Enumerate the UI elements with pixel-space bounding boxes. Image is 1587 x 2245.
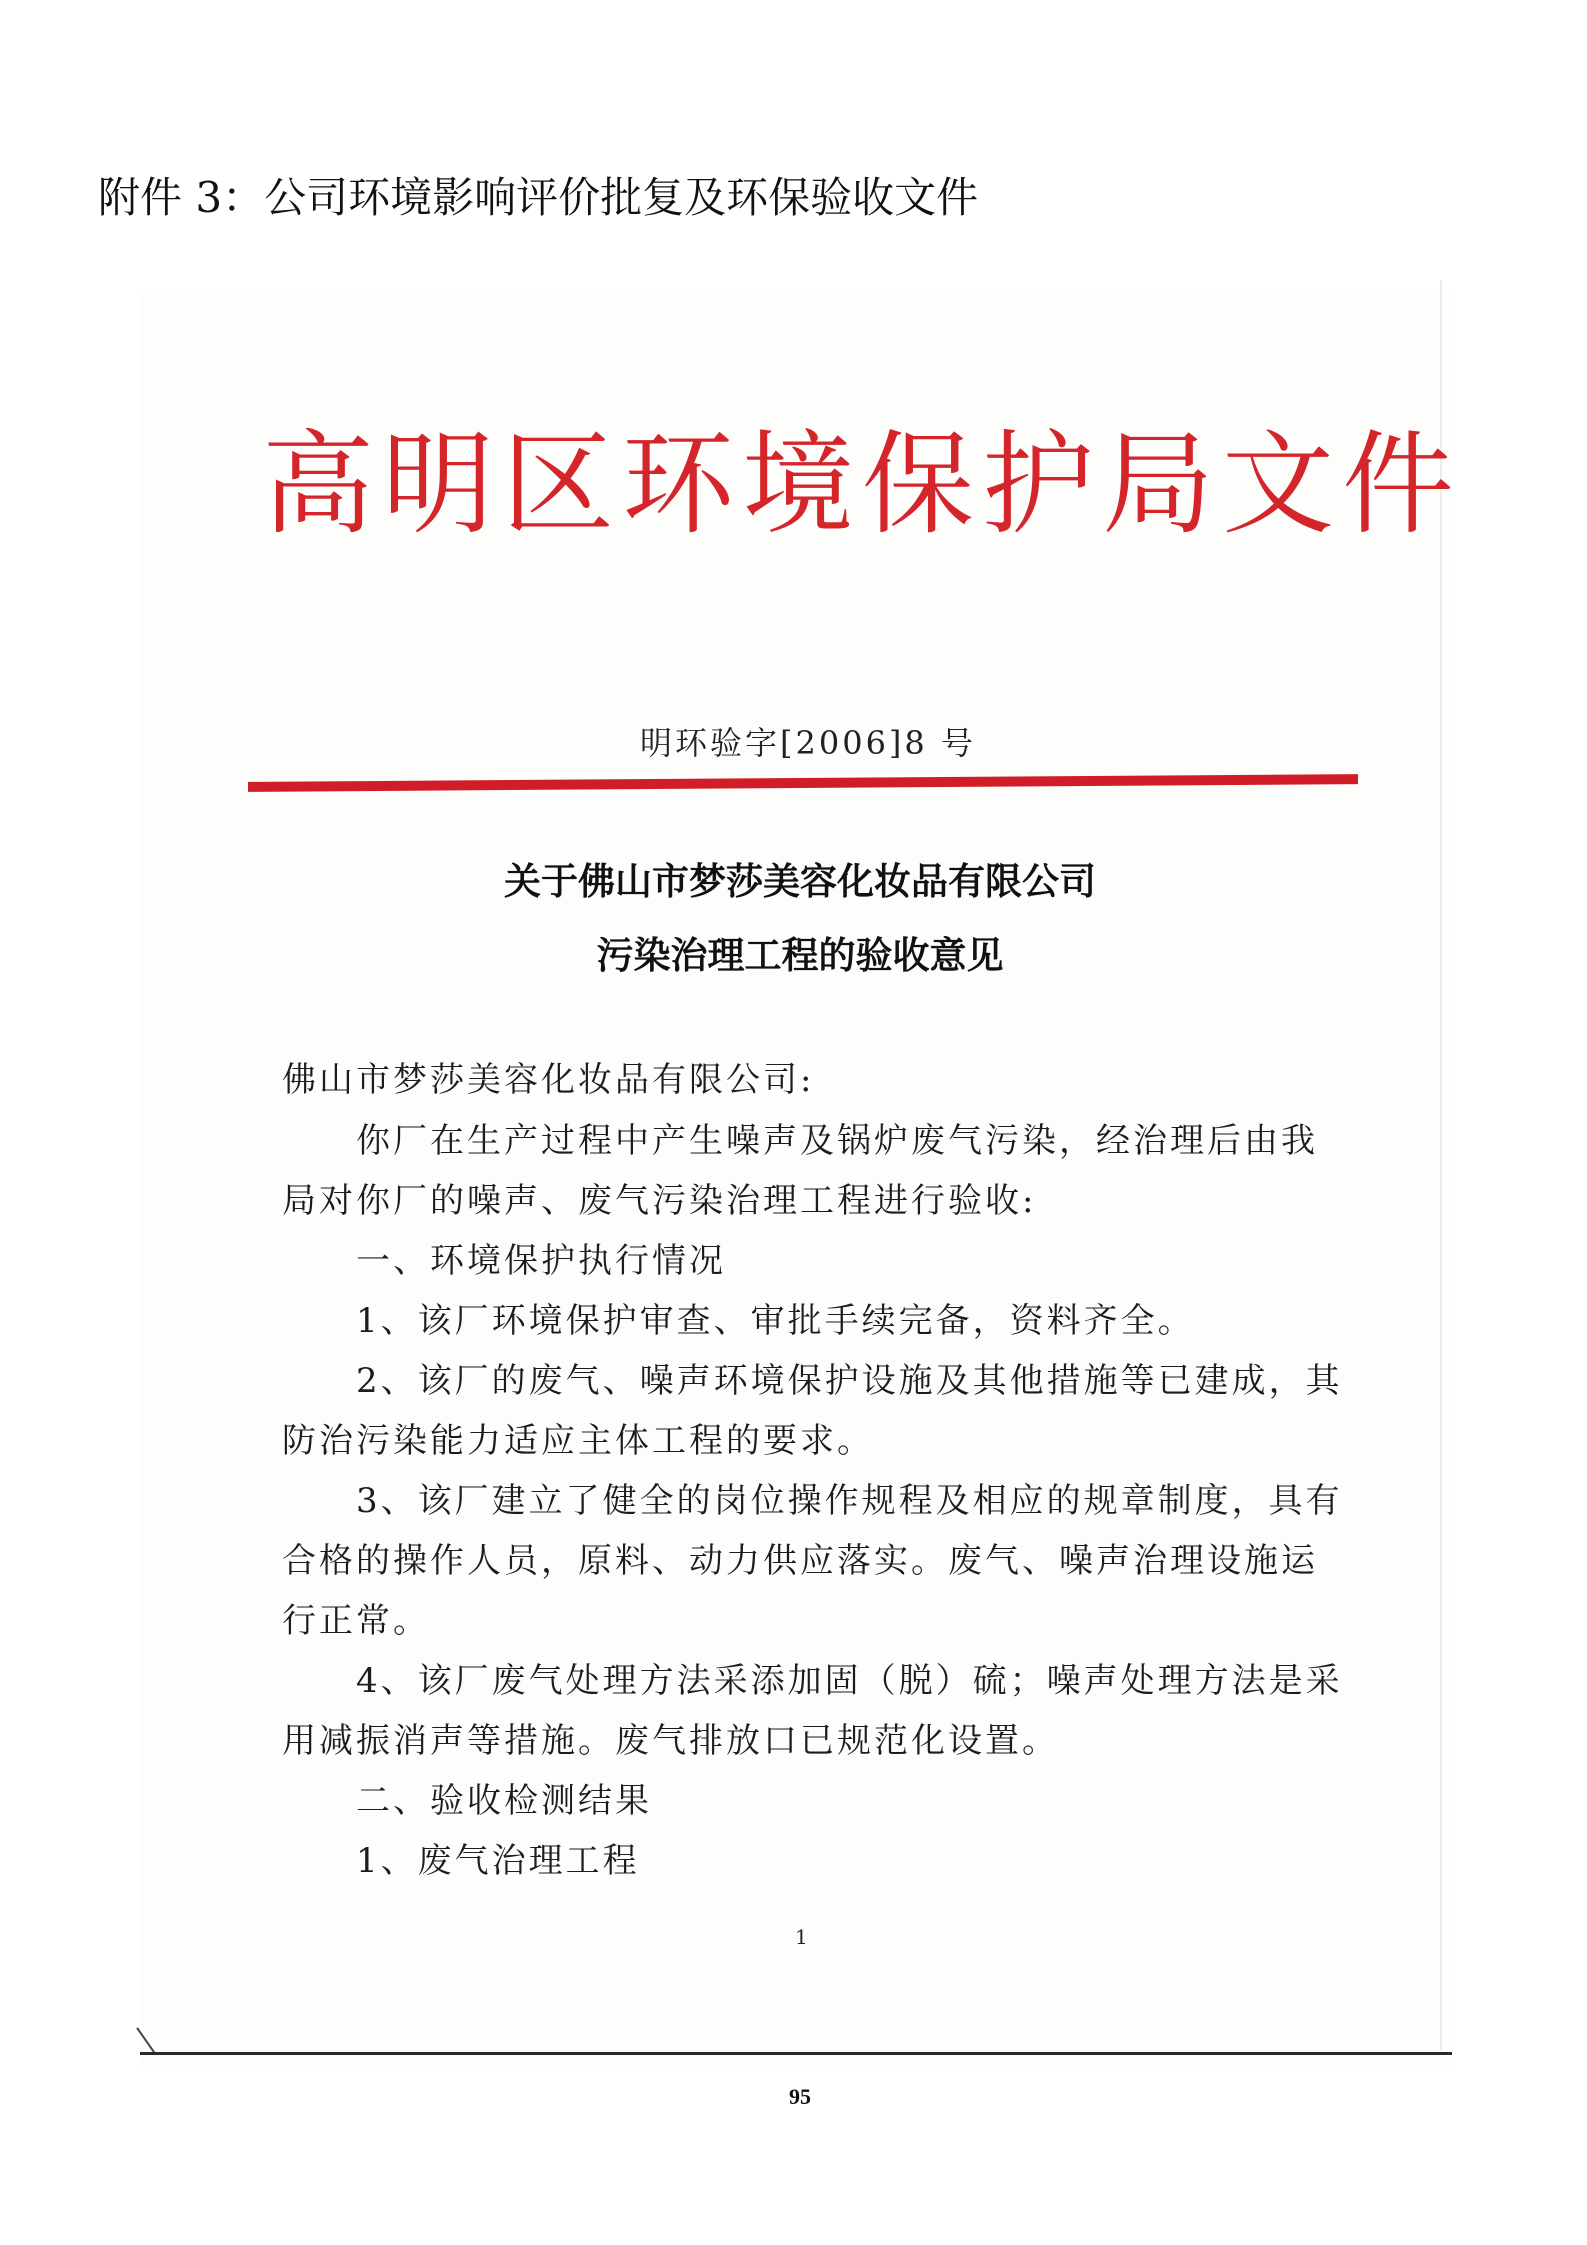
body-line: 行正常。 [282,1601,430,1641]
issuing-office-header: 高明区环境保护局文件 [262,420,1462,550]
body-line: 2、该厂的废气、噪声环境保护设施及其他措施等已建成，其 [282,1361,1343,1401]
scan-page-number: 1 [795,1925,808,1949]
body-line: 1、该厂环境保护审查、审批手续完备，资料齐全。 [282,1301,1195,1341]
body-line: 1、废气治理工程 [282,1841,640,1881]
body-line: 3、该厂建立了健全的岗位操作规程及相应的规章制度，具有 [282,1481,1343,1521]
document-number: 明环验字[2006]8 号 [640,724,976,762]
body-line: 你厂在生产过程中产生噪声及锅炉废气污染，经治理后由我 [282,1121,1318,1161]
body-line: 局对你厂的噪声、废气污染治理工程进行验收: [282,1181,1037,1221]
document-title-line-2: 污染治理工程的验收意见 [596,933,1004,977]
body-line: 用减振消声等措施。废气排放口已规范化设置。 [282,1721,1059,1761]
attachment-heading: 附件 3：公司环境影响评价批复及环保验收文件 [98,173,979,222]
body-line-section-heading: 一、环境保护执行情况 [282,1241,726,1281]
body-line: 防治污染能力适应主体工程的要求。 [282,1421,874,1461]
body-line: 4、该厂废气处理方法采添加固（脱）硫；噪声处理方法是采 [282,1661,1343,1701]
page-number: 95 [789,2084,811,2109]
body-line-section-heading: 二、验收检测结果 [282,1781,652,1821]
document-title-line-1: 关于佛山市梦莎美容化妆品有限公司 [504,859,1096,903]
body-line-addressee: 佛山市梦莎美容化妆品有限公司: [282,1060,815,1100]
footer-rule [140,2052,1452,2055]
body-line: 合格的操作人员，原料、动力供应落实。废气、噪声治理设施运 [282,1541,1318,1581]
